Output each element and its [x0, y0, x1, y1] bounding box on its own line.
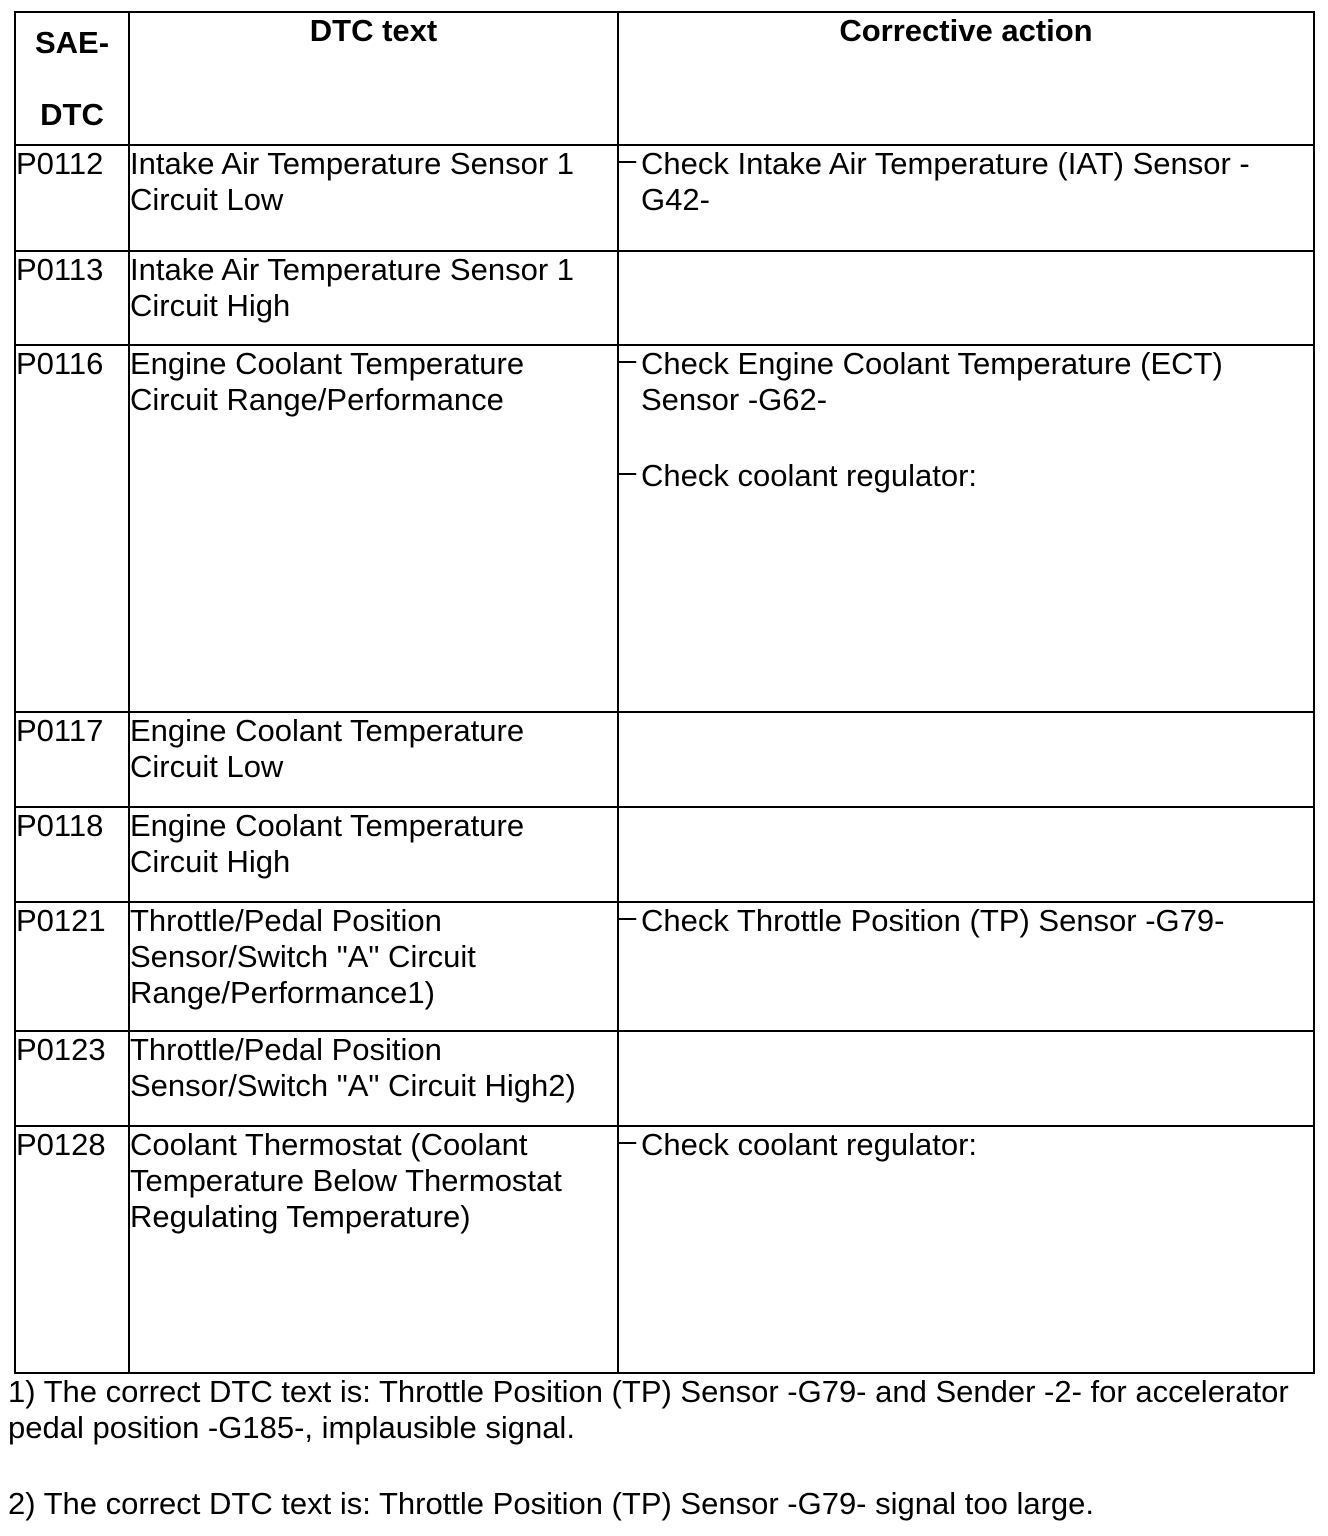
dtc-description: Engine Coolant Temperature Circuit High — [129, 807, 618, 902]
dash-bullet: – — [619, 454, 637, 489]
footnotes — [8, 1374, 1308, 1522]
dash-bullet: – — [619, 1123, 637, 1158]
action-text: Check Engine Coolant Temperature (ECT) Sensor -G62- — [641, 346, 1223, 417]
header-sae-dtc-line1: SAE- — [34, 25, 110, 60]
corrective-action — [618, 342, 1314, 712]
action-text: Check Intake Air Temperature (IAT) Sensor -G42- — [641, 146, 1250, 217]
dtc-code: P0128 — [15, 1126, 129, 1373]
table-row — [15, 345, 1314, 712]
header-sae-dtc-line2: DTC — [40, 97, 104, 132]
dtc-description: Intake Air Temperature Sensor 1 Circuit High — [129, 251, 618, 345]
dtc-code: P0117 — [15, 712, 129, 807]
dtc-code: P0113 — [15, 251, 129, 345]
dtc-code: P0118 — [15, 807, 129, 902]
dtc-description: Intake Air Temperature Sensor 1 Circuit Low — [129, 145, 618, 251]
table-row — [15, 145, 1314, 251]
footnote-1: 1) The correct DTC text is: Throttle Position (TP) Sensor -G79- and Sender -2- for accelerator pedal position -G185-, implausible signal. — [8, 1374, 1289, 1445]
dtc-description: Throttle/Pedal Position Sensor/Switch "A" Circuit High2) — [129, 1031, 618, 1126]
action-item — [619, 142, 1313, 218]
action-item — [619, 342, 1313, 418]
table-row — [15, 1031, 1314, 1126]
action-item — [619, 1123, 1313, 1163]
action-text: Check coolant regulator: — [641, 458, 978, 493]
header-sae-dtc — [15, 12, 129, 145]
dash-bullet: – — [619, 899, 637, 934]
dtc-code: P0116 — [15, 345, 129, 712]
corrective-action — [618, 712, 1314, 807]
dtc-description: Throttle/Pedal Position Sensor/Switch "A" Circuit Range/Performance1) — [129, 902, 618, 1031]
dtc-description: Coolant Thermostat (Coolant Temperature Below Thermostat Regulating Temperature) — [129, 1126, 618, 1373]
corrective-action — [618, 1123, 1314, 1373]
table-row — [15, 807, 1314, 902]
corrective-action — [618, 142, 1314, 251]
action-item — [619, 899, 1313, 939]
table-row — [15, 712, 1314, 807]
corrective-action — [618, 899, 1314, 1031]
header-dtc-text: DTC text — [129, 12, 618, 145]
action-text: Check Throttle Position (TP) Sensor -G79- — [641, 903, 1225, 938]
header-corrective-action: Corrective action — [618, 12, 1314, 145]
table-header-row — [15, 12, 1314, 145]
action-item — [619, 454, 1313, 494]
dash-bullet: – — [619, 142, 637, 177]
dtc-code: P0112 — [15, 145, 129, 251]
dash-bullet: – — [619, 342, 637, 377]
table-row — [15, 251, 1314, 345]
dtc-description: Engine Coolant Temperature Circuit Low — [129, 712, 618, 807]
table-row — [15, 1126, 1314, 1373]
corrective-action — [618, 1031, 1314, 1126]
dtc-code: P0123 — [15, 1031, 129, 1126]
table-row — [15, 902, 1314, 1031]
corrective-action — [618, 807, 1314, 902]
dtc-description: Engine Coolant Temperature Circuit Range/Performance — [129, 345, 618, 712]
corrective-action — [618, 251, 1314, 345]
dtc-code: P0121 — [15, 902, 129, 1031]
dtc-table — [14, 11, 1315, 1374]
action-text: Check coolant regulator: — [641, 1127, 978, 1162]
footnote-2: 2) The correct DTC text is: Throttle Position (TP) Sensor -G79- signal too large. — [8, 1486, 1094, 1521]
